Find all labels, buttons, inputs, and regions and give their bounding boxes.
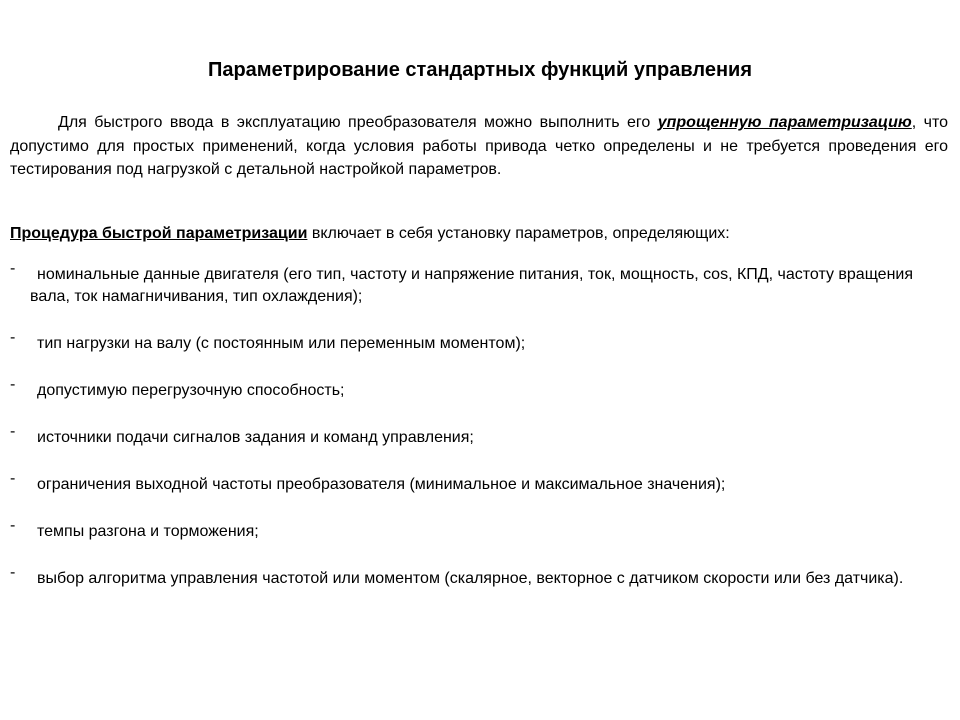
list-item — [10, 564, 948, 590]
list-item-text: номинальные данные двигателя (его тип, частоту и напряжение питания, ток, мощность, cos, КПД, частоту вращения вала, ток намагничивания, тип охлаждения); — [30, 266, 914, 305]
dash-bullet: - — [10, 423, 16, 440]
intro-text-end: , что допустимо для простых применений, когда условия работы привода четко определены и не требуется проведения его тестирования под нагрузкой с детальной настройкой параметров. — [10, 114, 949, 178]
page-title: Параметрирование стандартных функций управления — [207, 59, 753, 81]
list-item-text: тип нагрузки на валу (с постоянным или переменным моментом); — [37, 335, 526, 352]
list-item — [10, 423, 948, 449]
dash-bullet: - — [10, 260, 16, 277]
dash-bullet: - — [10, 517, 16, 534]
list-item-text: выбор алгоритма управления частотой или моментом (скалярное, векторное с датчиком скорости или без датчика). — [37, 570, 904, 587]
list-item — [10, 260, 948, 308]
procedure-term: Процедура быстрой параметризации — [10, 225, 308, 242]
intro-term: упрощенную параметризацию — [657, 114, 912, 131]
list-item-text: источники подачи сигналов задания и команд управления; — [37, 429, 474, 446]
dash-bullet: - — [10, 564, 16, 581]
parameter-list — [10, 260, 948, 615]
list-item-text: допустимую перегрузочную способность; — [37, 382, 345, 399]
dash-bullet: - — [10, 470, 16, 487]
list-item — [10, 376, 948, 402]
dash-bullet: - — [10, 376, 16, 393]
list-item — [10, 517, 948, 543]
list-item-text: темпы разгона и торможения; — [37, 523, 259, 540]
list-item — [10, 470, 948, 496]
procedure-paragraph — [10, 222, 948, 245]
intro-text-start: Для быстрого ввода в эксплуатацию преобразователя можно выполнить его — [58, 114, 658, 131]
list-item-text: ограничения выходной частоты преобразователя (минимальное и максимальное значения); — [37, 476, 726, 493]
intro-paragraph — [10, 111, 948, 182]
dash-bullet: - — [10, 329, 16, 346]
procedure-text: включает в себя установку параметров, определяющих: — [307, 225, 730, 242]
list-item — [10, 329, 948, 355]
